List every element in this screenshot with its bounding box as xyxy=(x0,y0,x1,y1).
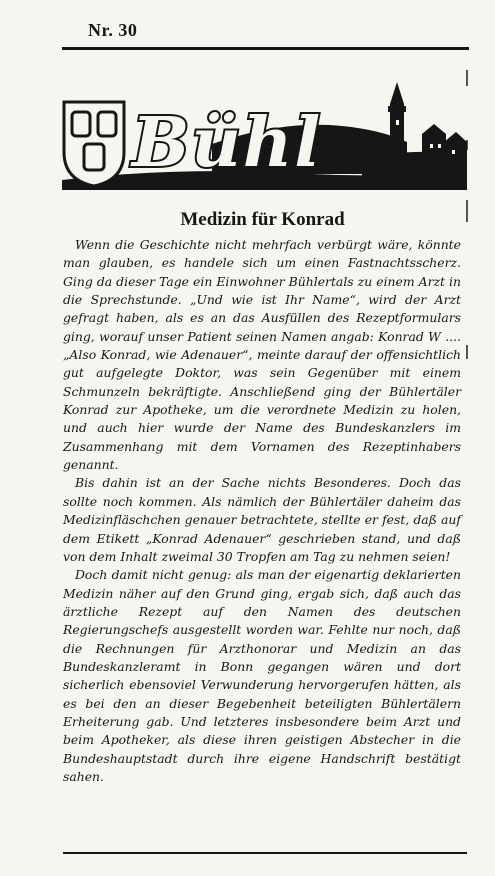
article-paragraph: Wenn die Geschichte nicht mehrfach verbürgt wäre, könnte man glauben, es handele sich um einen Fastnachtsscherz. Ging da dieser Tage ein Einwohner Bühlertals zu einem Arzt in die Sprechstunde. „Und wie ist Ihr Name“, wird der Arzt gefragt haben, als es an das Ausfüllen des Rezeptformulars ging, worauf unser Patient seinen Namen angab: Konrad W .... „Also Konrad, wie Adenauer“, meinte darauf der offensichtlich gut aufgelegte Doktor, was sein Gegenüber mit einem Schmunzeln bekräftigte. Anschließend ging der Bühlertäler Konrad zur Apotheke, um die verordnete Medizin zu holen, und auch hier wurde der Name des Bundeskanzlers im Zusammenhang mit dem Vornamen des Rezeptinhabers genannt. xyxy=(63,237,461,473)
article-paragraph: Bis dahin ist an der Sache nichts Besonderes. Doch das sollte noch kommen. Als nämlich der Bühlertäler daheim das Medizinfläschchen genauer betrachtete, stellte er fest, daß auf dem Etikett „Konrad Adenauer“ geschrieben stand, und daß von dem Inhalt zweimal 30 Tropfen am Tag zu nehmen seien! xyxy=(63,475,461,564)
masthead xyxy=(62,62,467,190)
issue-number: Nr. 30 xyxy=(88,20,138,40)
article-paragraph: Doch damit nicht genug: als man der eigenartig deklarierten Medizin näher auf den Grund ging, ergab sich, daß auch das ärztliche Rezept auf den Namen des deutschen Regierungschefs ausgestellt worden war. Fehlte nur noch, daß die Rechnungen für Arzthonorar und Medizin an das Bundeskanzleramt in Bonn gegangen wären und dort sicherlich ebensoviel Verwunderung hervorgerufen hätten, als es bei den an dieser Begebenheit beteiligten Bühlertälern Erheiterung gab. Und letzteres insbesondere beim Arzt und beim Apotheker, als diese ihren geistigen Abstecher in die Bundeshauptstadt durch ihre eigene Handschrift bestätigt sahen. xyxy=(63,567,461,784)
bottom-rule xyxy=(63,852,467,854)
crest-icon xyxy=(64,102,124,186)
masthead-title: Bühl xyxy=(132,103,323,183)
margin-mark xyxy=(466,345,468,359)
article-body xyxy=(63,236,461,786)
headline: Medizin für Konrad xyxy=(180,209,345,230)
top-rule xyxy=(62,47,469,50)
